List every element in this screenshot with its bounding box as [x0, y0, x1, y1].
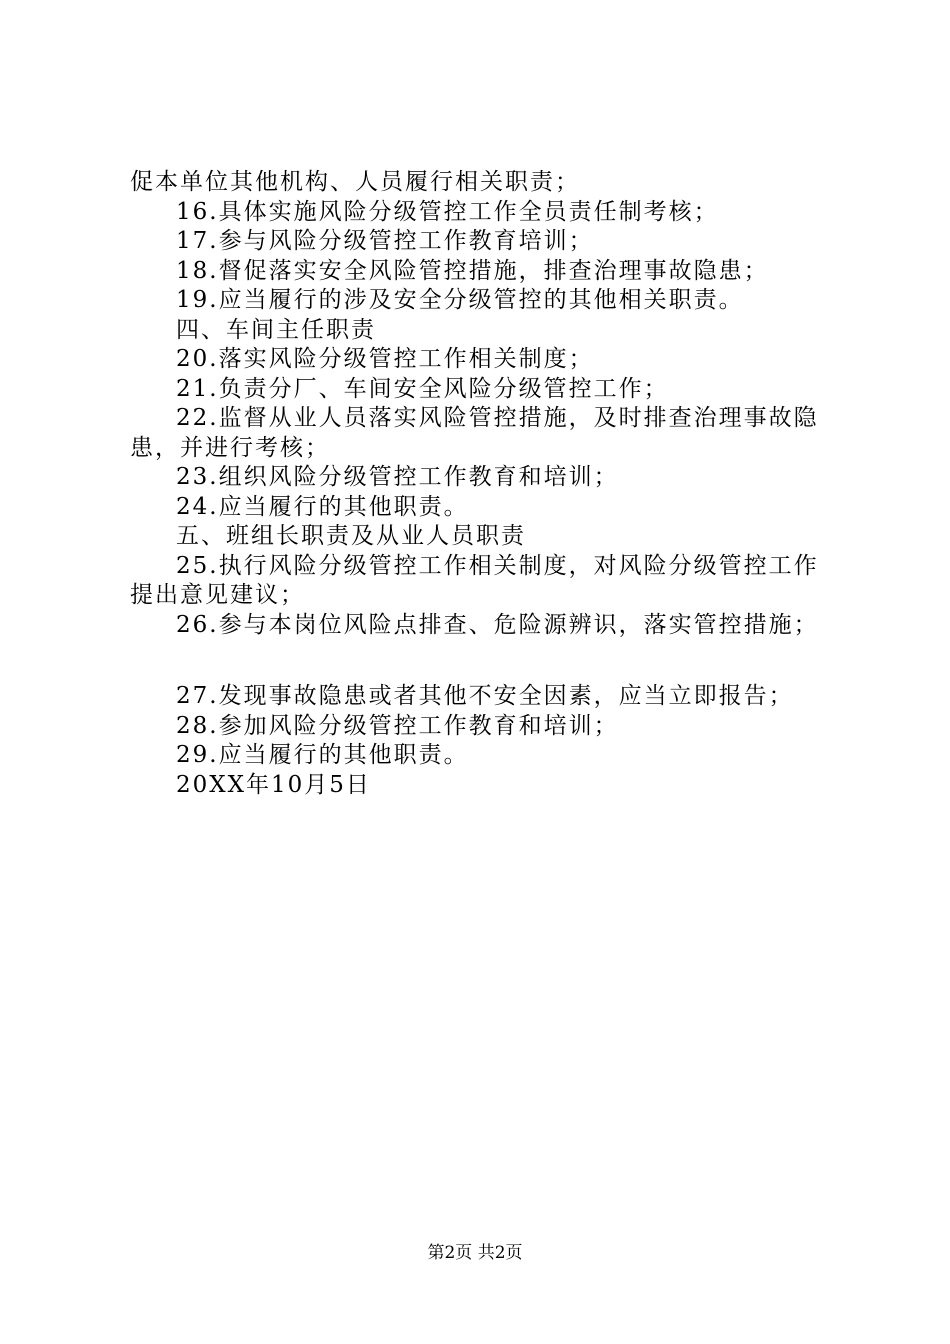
text-line-item-20: 20.落实风险分级管控工作相关制度；: [176, 346, 594, 372]
text-line-item-21: 21.负责分厂、车间安全风险分级管控工作；: [176, 375, 669, 402]
document-date: 20XX年10月5日: [176, 771, 371, 798]
text-line-item-23: 23.组织风险分级管控工作教育和培训；: [176, 464, 619, 490]
text-line-item-28: 28.参加风险分级管控工作教育和培训；: [176, 712, 619, 739]
text-line-item-16: 16.具体实施风险分级管控工作全员责任制考核；: [176, 198, 719, 225]
text-line-item-22-cont: 患，并进行考核；: [130, 434, 330, 461]
text-line-item-24: 24.应当履行的其他职责。: [176, 493, 469, 520]
section-heading-5: 五、班组长职责及从业人员职责: [176, 523, 526, 549]
text-line-item-18: 18.督促落实安全风险管控措施，排查治理事故隐患；: [176, 257, 769, 284]
text-line-item-17: 17.参与风险分级管控工作教育培训；: [176, 228, 594, 254]
page-footer: 第2页 共2页: [427, 1243, 523, 1263]
text-line-item-25-cont: 提出意见建议；: [130, 582, 305, 608]
section-heading-4: 四、车间主任职责: [176, 316, 376, 343]
document-body: [130, 168, 830, 800]
text-line-item-25: 25.执行风险分级管控工作相关制度，对风险分级管控工作: [176, 552, 819, 579]
text-line-item-27: 27.发现事故隐患或者其他不安全因素，应当立即报告；: [176, 683, 794, 709]
text-line-item-19: 19.应当履行的涉及安全分级管控的其他相关职责。: [176, 287, 744, 313]
text-line-continuation: 促本单位其他机构、人员履行相关职责；: [130, 169, 580, 195]
text-line-item-29: 29.应当履行的其他职责。: [176, 742, 469, 768]
blank-line: [130, 640, 830, 682]
text-line-item-26: 26.参与本岗位风险点排查、危险源辨识，落实管控措施；: [176, 611, 819, 638]
text-line-item-22: 22.监督从业人员落实风险管控措施，及时排查治理事故隐: [176, 405, 819, 431]
